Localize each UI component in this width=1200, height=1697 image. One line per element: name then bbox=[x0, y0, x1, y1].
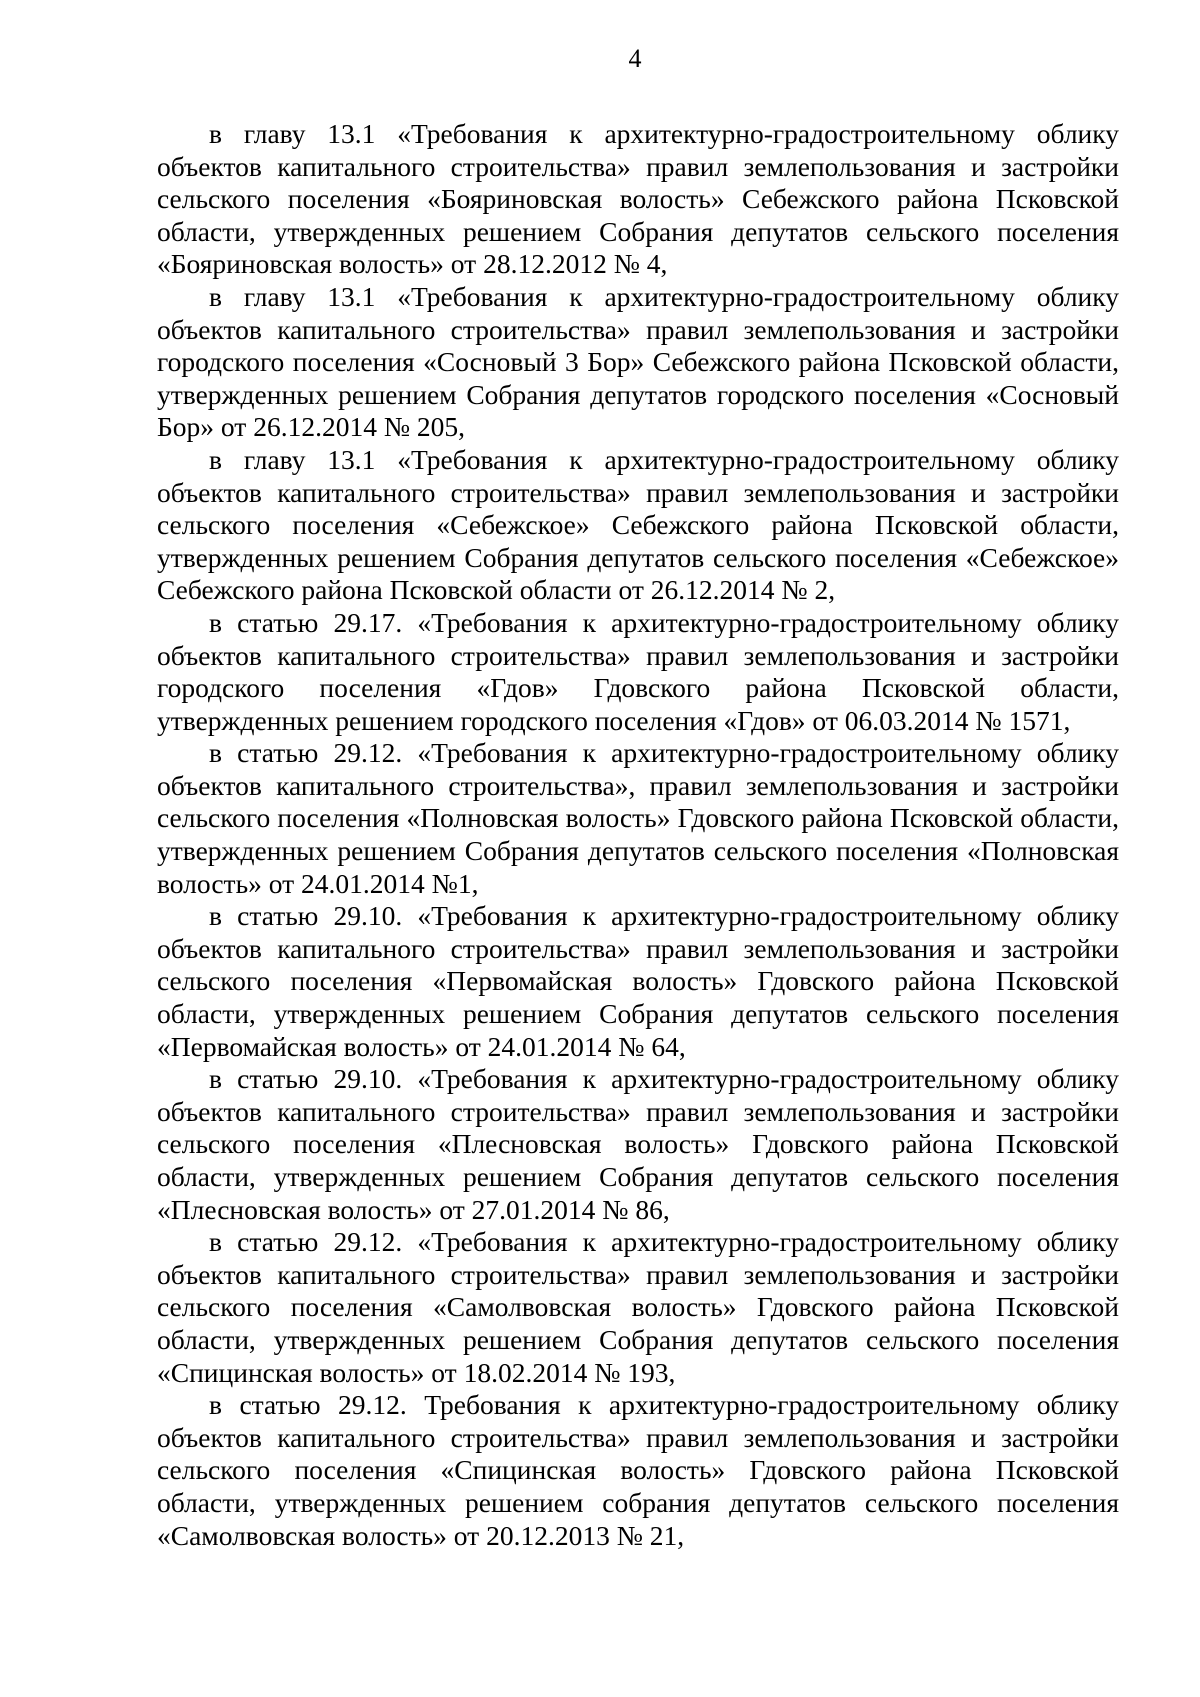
document-body bbox=[157, 118, 1119, 1552]
paragraph-polnovskaya: в статью 29.12. «Требования к архитектурно-градостроительному облику объектов капитального строительства», правил землепользования и застройки сельского поселения «Полновская волость» Гдовского района Псковской области, утвержденных решением Собрания депутатов сельского поселения «Полновская волость» от 24.01.2014 №1, bbox=[157, 737, 1119, 899]
paragraph-plesnovskaya: в статью 29.10. «Требования к архитектурно-градостроительному облику объектов капитального строительства» правил землепользования и застройки сельского поселения «Плесновская волость» Гдовского района Псковской области, утвержденных решением Собрания депутатов сельского поселения «Плесновская волость» от 27.01.2014 № 86, bbox=[157, 1063, 1119, 1225]
paragraph-samolvovskaya: в статью 29.12. «Требования к архитектурно-градостроительному облику объектов капитального строительства» правил землепользования и застройки сельского поселения «Самолвовская волость» Гдовского района Псковской области, утвержденных решением Собрания депутатов сельского поселения «Спицинская волость» от 18.02.2014 № 193, bbox=[157, 1226, 1119, 1388]
paragraph-pervomayskaya: в статью 29.10. «Требования к архитектурно-градостроительному облику объектов капитального строительства» правил землепользования и застройки сельского поселения «Первомайская волость» Гдовского района Псковской области, утвержденных решением Собрания депутатов сельского поселения «Первомайская волость» от 24.01.2014 № 64, bbox=[157, 900, 1119, 1062]
paragraph-sosnovy-bor: в главу 13.1 «Требования к архитектурно-градостроительному облику объектов капитального строительства» правил землепользования и застройки городского поселения «Сосновый 3 Бор» Себежского района Псковской области, утвержденных решением Собрания депутатов городского поселения «Сосновый Бор» от 26.12.2014 № 205, bbox=[157, 280, 1119, 443]
paragraph-sebezhskoe: в главу 13.1 «Требования к архитектурно-градостроительному облику объектов капитального строительства» правил землепользования и застройки сельского поселения «Себежское» Себежского района Псковской области, утвержденных решением Собрания депутатов сельского поселения «Себежское» Себежского района Псковской области от 26.12.2014 № 2, bbox=[157, 443, 1119, 606]
paragraph-gdov: в статью 29.17. «Требования к архитектурно-градостроительному облику объектов капитального строительства» правил землепользования и застройки городского поселения «Гдов» Гдовского района Псковской области, утвержденных решением городского поселения «Гдов» от 06.03.2014 № 1571, bbox=[157, 606, 1119, 736]
page-number: 4 bbox=[628, 44, 642, 73]
paragraph-spitsinskaya: в статью 29.12. Требования к архитектурно-градостроительному облику объектов капитального строительства» правил землепользования и застройки сельского поселения «Спицинская волость» Гдовского района Псковской области, утвержденных решением собрания депутатов сельского поселения «Самолвовская волость» от 20.12.2013 № 21, bbox=[157, 1389, 1119, 1551]
paragraph-boyarinovskaya: в главу 13.1 «Требования к архитектурно-градостроительному облику объектов капитального строительства» правил землепользования и застройки сельского поселения «Бояриновская волость» Себежского района Псковской области, утвержденных решением Собрания депутатов сельского поселения «Бояриновская волость» от 28.12.2012 № 4, bbox=[157, 118, 1119, 280]
